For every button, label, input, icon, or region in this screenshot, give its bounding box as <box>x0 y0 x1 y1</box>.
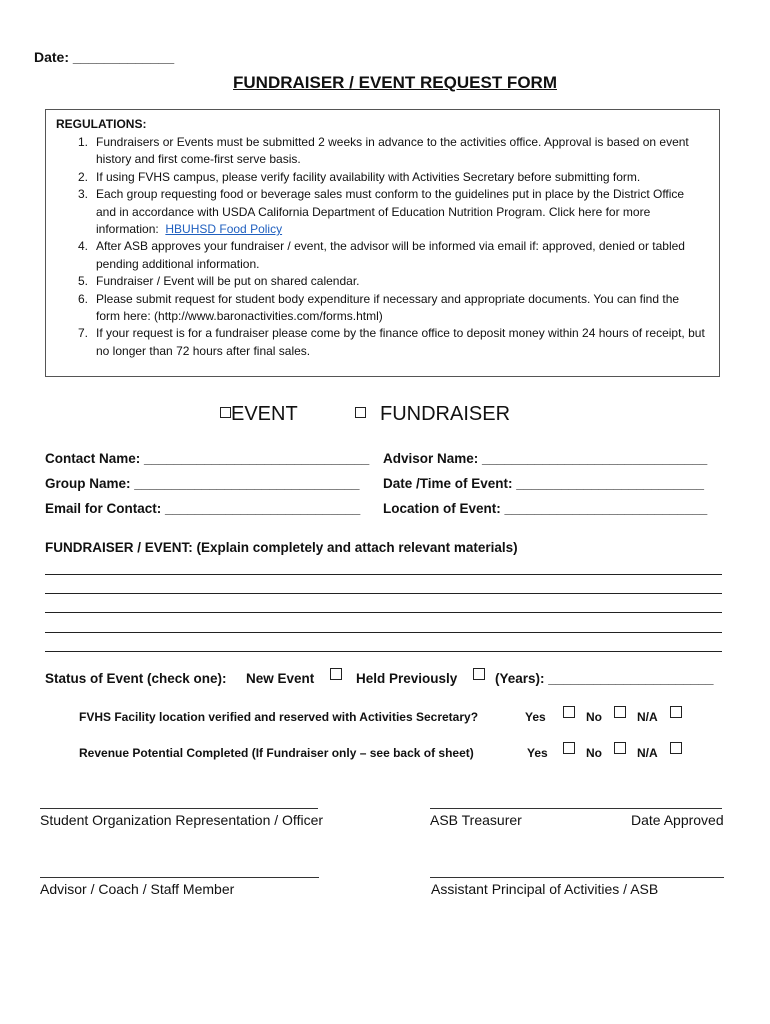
description-line[interactable] <box>45 574 722 575</box>
description-line[interactable] <box>45 651 722 652</box>
description-label: FUNDRAISER / EVENT: (Explain completely and attach relevant materials) <box>45 540 518 555</box>
regulation-number: 4. <box>77 239 88 254</box>
fundraiser-label: FUNDRAISER <box>380 403 511 425</box>
contact-name-field[interactable]: Contact Name: ______________________________ <box>45 451 370 466</box>
description-line[interactable] <box>45 612 722 613</box>
new-event-checkbox[interactable] <box>330 668 342 680</box>
fundraiser-checkbox[interactable] <box>355 407 366 418</box>
facility-question: FVHS Facility location verified and reserved with Activities Secretary? <box>79 710 479 724</box>
revenue-no-checkbox[interactable] <box>614 742 626 754</box>
assistant-principal-label: Assistant Principal of Activities / ASB <box>431 881 659 897</box>
advisor-name-field[interactable]: Advisor Name: ______________________________ <box>383 451 708 466</box>
group-name-field[interactable]: Group Name: ______________________________ <box>45 476 360 491</box>
years-field[interactable]: (Years): ______________________ <box>495 671 714 686</box>
regulation-item <box>56 325 706 360</box>
regulation-text: Each group requesting food or beverage sales must conform to the guidelines put in place by the District Office and in accordance with USDA California Department of Education Nutrition Program. Click here for more information: <box>96 187 685 237</box>
regulation-text-with-link <box>96 186 706 238</box>
facility-yes-label: Yes <box>525 710 546 724</box>
regulation-text: Fundraisers or Events must be submitted 2 weeks in advance to the activities office. Approval is based on event history and first come-first serve basis. <box>96 135 689 167</box>
event-label: EVENT <box>231 403 298 425</box>
held-previously-label: Held Previously <box>356 671 458 686</box>
food-policy-link[interactable]: HBUHSD Food Policy <box>165 222 283 237</box>
regulation-text: Fundraiser / Event will be put on shared calendar. <box>96 274 360 289</box>
revenue-na-label: N/A <box>637 746 658 760</box>
advisor-label: Advisor / Coach / Staff Member <box>40 881 235 897</box>
regulation-item <box>56 291 706 326</box>
regulations-heading: REGULATIONS: <box>56 117 147 131</box>
fundraiser-option <box>355 403 510 426</box>
location-field[interactable]: Location of Event: ___________________________ <box>383 501 708 516</box>
description-line[interactable] <box>45 593 722 594</box>
regulation-item <box>56 273 706 290</box>
asb-treasurer-label: ASB Treasurer <box>430 812 522 828</box>
facility-no-checkbox[interactable] <box>614 706 626 718</box>
regulation-text: After ASB approves your fundraiser / event, the advisor will be informed via email if: approved, denied or tabled pending additional information. <box>96 239 685 271</box>
facility-yes-checkbox[interactable] <box>563 706 575 718</box>
regulation-item <box>56 134 706 169</box>
student-rep-signature-line[interactable] <box>40 808 318 809</box>
facility-no-label: No <box>586 710 602 724</box>
revenue-yes-label: Yes <box>527 746 548 760</box>
revenue-question: Revenue Potential Completed (If Fundraiser only – see back of sheet) <box>79 746 474 760</box>
regulation-number: 3. <box>77 187 88 202</box>
regulation-number: 1. <box>77 135 88 149</box>
description-line[interactable] <box>45 632 722 633</box>
regulation-text: If your request is for a fundraiser please come by the finance office to deposit money within 24 hours of receipt, but no longer than 72 hours after final sales. <box>96 326 705 358</box>
regulation-text: If using FVHS campus, please verify facility availability with Activities Secretary before submitting form. <box>96 169 641 184</box>
regulation-item <box>56 238 706 273</box>
revenue-no-label: No <box>586 746 602 760</box>
assistant-principal-signature-line[interactable] <box>430 877 724 878</box>
date-field[interactable]: Date: _____________ <box>34 49 175 65</box>
student-rep-label: Student Organization Representation / Officer <box>40 812 324 828</box>
regulation-text: Please submit request for student body expenditure if necessary and appropriate documents. You can find the form here: (http://www.baronactivities.com/forms.html) <box>96 291 680 324</box>
advisor-signature-line[interactable] <box>40 877 319 878</box>
date-time-field[interactable]: Date /Time of Event: _________________________ <box>383 476 704 491</box>
event-option <box>220 403 298 426</box>
regulation-number: 6. <box>77 291 88 306</box>
asb-treasurer-signature-line[interactable] <box>430 808 722 809</box>
regulation-number: 5. <box>77 274 88 289</box>
new-event-label: New Event <box>246 671 315 686</box>
email-field[interactable]: Email for Contact: __________________________ <box>45 501 361 516</box>
facility-na-checkbox[interactable] <box>670 706 682 718</box>
date-approved-label: Date Approved <box>631 812 724 828</box>
form-title: FUNDRAISER / EVENT REQUEST FORM <box>233 73 557 92</box>
revenue-yes-checkbox[interactable] <box>563 742 575 754</box>
held-previously-checkbox[interactable] <box>473 668 485 680</box>
regulations-list <box>56 134 706 360</box>
revenue-na-checkbox[interactable] <box>670 742 682 754</box>
status-label: Status of Event (check one): <box>45 671 227 686</box>
regulation-item <box>56 186 706 238</box>
event-checkbox[interactable] <box>220 407 231 418</box>
regulation-number: 2. <box>77 169 88 184</box>
facility-na-label: N/A <box>637 710 658 724</box>
regulation-number: 7. <box>77 326 88 341</box>
regulation-item <box>56 169 706 186</box>
